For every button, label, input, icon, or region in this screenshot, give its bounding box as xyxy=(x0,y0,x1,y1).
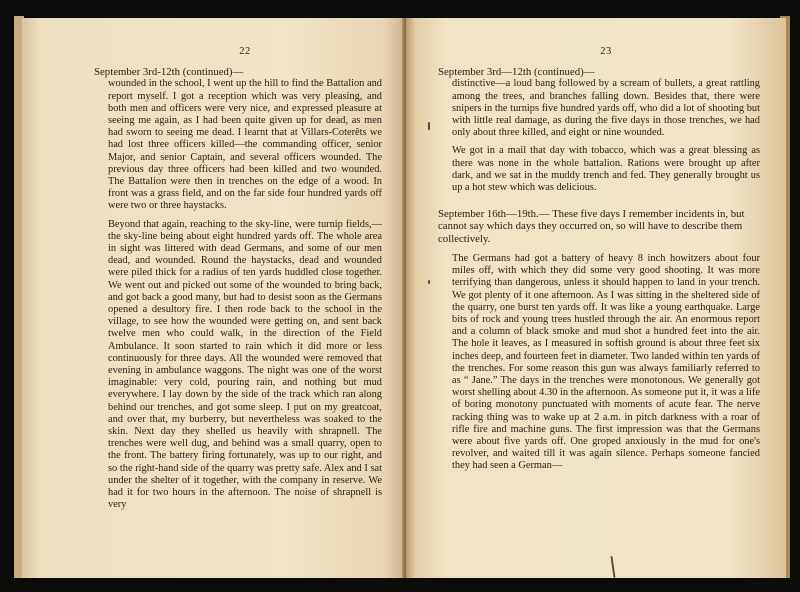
entry-heading-right: September 3rd—12th (continued)— xyxy=(438,66,595,78)
right-page xyxy=(406,18,786,578)
page-number-left: 22 xyxy=(239,46,251,57)
paragraph: We got in a mail that day with tobacco, which was a great blessing as there was none in the whole battalion. Rations were brought up after dark, and we sat in the muddy trench and fed. They generally brought us up a hot stew which was delicious. xyxy=(452,145,760,193)
entry-heading-left: September 3rd-12th (continued)— xyxy=(94,66,244,78)
entry-heading-second xyxy=(438,208,760,245)
pencil-mark xyxy=(610,556,615,578)
spacer xyxy=(452,245,760,253)
paragraph: wounded in the school, I went up the hill to find the Battalion and report myself. I got a reception which was very pleasing, and both men and officers were very nice, and expressed pleasure at seeing me again, as I had been quite given up for dead, as men had sworn to seeing me dead. I learnt that at Villars-Coterêts we had lost three officers killed—the commanding officer, senior Major, and senior Captain, and several officers wounded. The previous day three officers had been killed and two wounded. The Battalion were then in trenches on the edge of a wood. In front was a grass field, and on the far side four hundred yards off were two or three haystacks. xyxy=(108,78,382,212)
pencil-mark xyxy=(428,280,430,284)
paragraph: Beyond that again, reaching to the sky-line, were turnip fields,—the sky-line being about eight hundred yards off. The whole area in sight was littered with dead Germans, and some of our men dead, and wounded. Round the haystacks, dead and wounded were piled thick for a radius of ten yards huddled close together. We went out and picked out some of the wounded to bring back, and got back a good many, but had to desist soon as the Germans opened a desultory fire. I then rode back to the school in the village, to see how the wounded were getting on, and sent back twelve men who could walk, in the direction of the Field Ambulance. It soon started to rain which it did more or less continuously for three days. All the wounded were removed that evening in ambulance waggons. The night was one of the worst imaginable: very cold, pouring rain, and nothing but mud everywhere. I lay down by the side of the track which ran along behind our trenches, and got some sleep. I put on my greatcoat, and over that, my burberry, but nevertheless was soaked to the skin. Next day they shelled us heavily with shrapnell. The trenches were well dug, and behind was a small quarry, open to the front. The battery firing fortunately, was up to our right, and so the right-hand side of the quarry was pretty safe. Alex and I sat under the shelter of it together, with the company in reserve. We had it for two hours in the afternoon. The noise of shrapnell is very xyxy=(108,218,382,511)
page-number-right: 23 xyxy=(600,46,612,57)
spacer xyxy=(452,200,760,208)
entry-intro-text: These five days I remember incidents in, but cannot say which days they occurred on, so will have to describe them collectively. xyxy=(438,208,745,245)
paragraph: The Germans had got a battery of heavy 8 inch howitzers about four miles off, with which they did some very good shooting. It was more terrifying than dangerous, unless it should happen to land in your trench. We got plenty of it one afternoon. As I was sitting in the sheltered side of the quarry, one burst ten yards off. It was like a young earthquake. Large bits of rock and young trees hustled through the air. An enormous report and a column of black smoke and mud shot a hundred feet into the air. The hole it leaves, as I measured in softish ground is about three feet six inches deep, and fourteen feet in diameter. Two landed within ten yards of the trenches. For some reason this gun was always familiarly referred to as “ Jane.” The days in the trenches were monotonous. We generally got worst shelling about 4.30 in the afternoon. As someone put it, it was a life of boring monotony punctuated with moments of acute fear. The nerve racking thing was to wake up at 2 a.m. in pitch darkness with a roar of rifle fire and machine guns. The first impression was that the Germans were about five yards off. One groped anxiously in the mud for one's revolver, and waited till it was again silence. Perhaps someone fancied they had seen a German— xyxy=(452,253,760,472)
pencil-mark xyxy=(428,122,430,130)
entry-heading-text: September 16th—19th.— xyxy=(438,208,550,221)
left-page xyxy=(22,18,406,578)
paragraph: distinctive—a loud bang followed by a scream of bullets, a great rattling among the trees, and branches falling down. Besides that, there were snipers in the turnips five hundred yards off, who did a lot of shooting but with little real damage, as during the five days in those trenches, we had only about three killed, and eight or nine wounded. xyxy=(452,78,760,139)
